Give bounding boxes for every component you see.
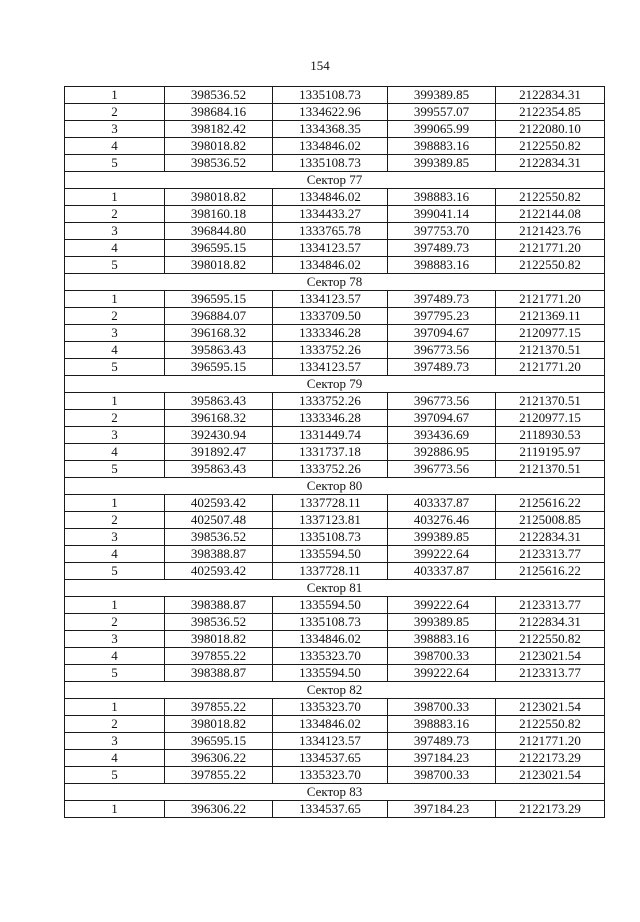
- point-number-cell: 4: [65, 240, 165, 257]
- coordinate-cell: 398883.16: [388, 631, 496, 648]
- point-number-cell: 2: [65, 614, 165, 631]
- coordinate-cell: 2118930.53: [496, 427, 605, 444]
- table-row: [65, 291, 605, 308]
- point-number-cell: 2: [65, 308, 165, 325]
- coordinate-cell: 398536.52: [165, 155, 273, 172]
- coordinate-cell: 1335594.50: [273, 597, 388, 614]
- coordinate-cell: 2122834.31: [496, 155, 605, 172]
- coordinate-cell: 397753.70: [388, 223, 496, 240]
- point-number-cell: 1: [65, 597, 165, 614]
- coordinate-cell: 2121370.51: [496, 461, 605, 478]
- coordinate-cell: 403276.46: [388, 512, 496, 529]
- coordinate-cell: 1335108.73: [273, 529, 388, 546]
- coordinate-cell: 403337.87: [388, 495, 496, 512]
- coordinate-cell: 1334846.02: [273, 631, 388, 648]
- coordinate-cell: 397489.73: [388, 733, 496, 750]
- table-row: [65, 138, 605, 155]
- coordinate-cell: 396844.80: [165, 223, 273, 240]
- coordinate-cell: 2125008.85: [496, 512, 605, 529]
- table-row: [65, 155, 605, 172]
- coordinate-cell: 2122834.31: [496, 529, 605, 546]
- point-number-cell: 2: [65, 512, 165, 529]
- coordinate-cell: 396306.22: [165, 750, 273, 767]
- coordinate-cell: 398883.16: [388, 138, 496, 155]
- coordinate-cell: 398883.16: [388, 257, 496, 274]
- sector-header-row: [65, 172, 605, 189]
- coordinate-cell: 396884.07: [165, 308, 273, 325]
- coordinates-table-container: [64, 86, 604, 818]
- sector-title: Сектор 81: [65, 580, 605, 597]
- coordinate-cell: 399557.07: [388, 104, 496, 121]
- coordinate-cell: 1333752.26: [273, 342, 388, 359]
- coordinate-cell: 399389.85: [388, 87, 496, 104]
- table-row: [65, 750, 605, 767]
- coordinate-cell: 1334123.57: [273, 291, 388, 308]
- sector-title: Сектор 79: [65, 376, 605, 393]
- coordinate-cell: 399389.85: [388, 614, 496, 631]
- sector-title: Сектор 82: [65, 682, 605, 699]
- coordinate-cell: 398018.82: [165, 631, 273, 648]
- point-number-cell: 5: [65, 257, 165, 274]
- coordinate-cell: 396773.56: [388, 342, 496, 359]
- coordinate-cell: 399389.85: [388, 155, 496, 172]
- coordinate-cell: 2122834.31: [496, 614, 605, 631]
- coordinate-cell: 1334622.96: [273, 104, 388, 121]
- coordinate-cell: 1333709.50: [273, 308, 388, 325]
- coordinate-cell: 2121771.20: [496, 359, 605, 376]
- coordinate-cell: 1334433.27: [273, 206, 388, 223]
- coordinate-cell: 402507.48: [165, 512, 273, 529]
- coordinate-cell: 396306.22: [165, 801, 273, 818]
- coordinate-cell: 399222.64: [388, 665, 496, 682]
- coordinate-cell: 399222.64: [388, 546, 496, 563]
- point-number-cell: 2: [65, 104, 165, 121]
- coordinate-cell: 399389.85: [388, 529, 496, 546]
- coordinate-cell: 1334123.57: [273, 733, 388, 750]
- point-number-cell: 4: [65, 750, 165, 767]
- coordinate-cell: 1335323.70: [273, 699, 388, 716]
- coordinate-cell: 397489.73: [388, 240, 496, 257]
- coordinate-cell: 2122354.85: [496, 104, 605, 121]
- coordinate-cell: 396168.32: [165, 410, 273, 427]
- table-row: [65, 87, 605, 104]
- point-number-cell: 1: [65, 291, 165, 308]
- sector-header-row: [65, 682, 605, 699]
- coordinate-cell: 399222.64: [388, 597, 496, 614]
- coordinate-cell: 1333765.78: [273, 223, 388, 240]
- coordinate-cell: 398700.33: [388, 648, 496, 665]
- table-row: [65, 767, 605, 784]
- sector-header-row: [65, 274, 605, 291]
- coordinate-cell: 2121771.20: [496, 291, 605, 308]
- page-number: 154: [310, 58, 330, 73]
- coordinate-cell: 403337.87: [388, 563, 496, 580]
- coordinate-cell: 398700.33: [388, 767, 496, 784]
- coordinate-cell: 395863.43: [165, 342, 273, 359]
- coordinate-cell: 397489.73: [388, 359, 496, 376]
- point-number-cell: 3: [65, 427, 165, 444]
- coordinate-cell: 402593.42: [165, 563, 273, 580]
- coordinate-cell: 2123021.54: [496, 648, 605, 665]
- coordinate-cell: 402593.42: [165, 495, 273, 512]
- coordinate-cell: 1335594.50: [273, 665, 388, 682]
- sector-title: Сектор 83: [65, 784, 605, 801]
- coordinate-cell: 2122550.82: [496, 138, 605, 155]
- table-row: [65, 716, 605, 733]
- coordinate-cell: 397855.22: [165, 699, 273, 716]
- coordinate-cell: 397094.67: [388, 325, 496, 342]
- table-row: [65, 257, 605, 274]
- coordinate-cell: 391892.47: [165, 444, 273, 461]
- coordinate-cell: 2121423.76: [496, 223, 605, 240]
- point-number-cell: 1: [65, 495, 165, 512]
- coordinate-cell: 398018.82: [165, 716, 273, 733]
- point-number-cell: 3: [65, 325, 165, 342]
- coordinate-cell: 397795.23: [388, 308, 496, 325]
- coordinate-cell: 1334846.02: [273, 189, 388, 206]
- point-number-cell: 2: [65, 206, 165, 223]
- coordinate-cell: 398388.87: [165, 665, 273, 682]
- coordinate-cell: 397184.23: [388, 750, 496, 767]
- point-number-cell: 5: [65, 155, 165, 172]
- coordinate-cell: 2120977.15: [496, 325, 605, 342]
- coordinate-cell: 1335108.73: [273, 614, 388, 631]
- coordinate-cell: 1335594.50: [273, 546, 388, 563]
- sector-title: Сектор 78: [65, 274, 605, 291]
- coordinate-cell: 2120977.15: [496, 410, 605, 427]
- point-number-cell: 1: [65, 393, 165, 410]
- coordinate-cell: 2125616.22: [496, 563, 605, 580]
- coordinate-cell: 1334846.02: [273, 138, 388, 155]
- table-row: [65, 104, 605, 121]
- point-number-cell: 5: [65, 359, 165, 376]
- table-row: [65, 614, 605, 631]
- coordinate-cell: 1334846.02: [273, 716, 388, 733]
- coordinate-cell: 399065.99: [388, 121, 496, 138]
- table-row: [65, 733, 605, 750]
- point-number-cell: 2: [65, 716, 165, 733]
- coordinate-cell: 2121370.51: [496, 393, 605, 410]
- table-row: [65, 189, 605, 206]
- table-row: [65, 563, 605, 580]
- coordinate-cell: 2119195.97: [496, 444, 605, 461]
- coordinate-cell: 395863.43: [165, 393, 273, 410]
- table-row: [65, 461, 605, 478]
- coordinate-cell: 399041.14: [388, 206, 496, 223]
- coordinate-cell: 398883.16: [388, 189, 496, 206]
- coordinate-cell: 398883.16: [388, 716, 496, 733]
- coordinate-cell: 1333346.28: [273, 410, 388, 427]
- coordinate-cell: 398160.18: [165, 206, 273, 223]
- point-number-cell: 4: [65, 444, 165, 461]
- coordinate-cell: 1334537.65: [273, 750, 388, 767]
- coordinate-cell: 2122173.29: [496, 750, 605, 767]
- coordinate-cell: 398684.16: [165, 104, 273, 121]
- coordinate-cell: 398388.87: [165, 597, 273, 614]
- coordinate-cell: 2121771.20: [496, 733, 605, 750]
- point-number-cell: 4: [65, 648, 165, 665]
- coordinate-cell: 1334368.35: [273, 121, 388, 138]
- coordinate-cell: 2122173.29: [496, 801, 605, 818]
- table-row: [65, 699, 605, 716]
- coordinate-cell: 1334846.02: [273, 257, 388, 274]
- sector-header-row: [65, 580, 605, 597]
- table-row: [65, 410, 605, 427]
- table-row: [65, 444, 605, 461]
- point-number-cell: 3: [65, 529, 165, 546]
- point-number-cell: 3: [65, 631, 165, 648]
- coordinate-cell: 2122144.08: [496, 206, 605, 223]
- table-row: [65, 546, 605, 563]
- coordinate-cell: 1337728.11: [273, 563, 388, 580]
- coordinate-cell: 396773.56: [388, 393, 496, 410]
- coordinate-cell: 396595.15: [165, 240, 273, 257]
- coordinate-cell: 2123021.54: [496, 699, 605, 716]
- coordinate-cell: 398018.82: [165, 189, 273, 206]
- coordinate-cell: 1335323.70: [273, 767, 388, 784]
- coordinate-cell: 1335323.70: [273, 648, 388, 665]
- point-number-cell: 5: [65, 461, 165, 478]
- coordinate-cell: 2123313.77: [496, 665, 605, 682]
- sector-title: Сектор 77: [65, 172, 605, 189]
- table-row: [65, 529, 605, 546]
- coordinate-cell: 398536.52: [165, 87, 273, 104]
- coordinate-cell: 2121771.20: [496, 240, 605, 257]
- sector-header-row: [65, 478, 605, 495]
- coordinate-cell: 1331449.74: [273, 427, 388, 444]
- coordinate-cell: 396595.15: [165, 359, 273, 376]
- point-number-cell: 1: [65, 189, 165, 206]
- coordinate-cell: 396595.15: [165, 291, 273, 308]
- coordinate-cell: 1335108.73: [273, 87, 388, 104]
- table-row: [65, 631, 605, 648]
- table-row: [65, 359, 605, 376]
- coordinate-cell: 392430.94: [165, 427, 273, 444]
- coordinate-cell: 1337123.81: [273, 512, 388, 529]
- coordinate-cell: 396773.56: [388, 461, 496, 478]
- point-number-cell: 4: [65, 546, 165, 563]
- coordinate-cell: 397489.73: [388, 291, 496, 308]
- coordinates-table-body: [65, 87, 605, 818]
- coordinate-cell: 2123313.77: [496, 597, 605, 614]
- table-row: [65, 512, 605, 529]
- coordinate-cell: 393436.69: [388, 427, 496, 444]
- coordinate-cell: 2121370.51: [496, 342, 605, 359]
- table-row: [65, 240, 605, 257]
- point-number-cell: 3: [65, 223, 165, 240]
- table-row: [65, 665, 605, 682]
- coordinate-cell: 2121369.11: [496, 308, 605, 325]
- coordinate-cell: 1334123.57: [273, 359, 388, 376]
- coordinate-cell: 397184.23: [388, 801, 496, 818]
- table-row: [65, 308, 605, 325]
- coordinate-cell: 2122550.82: [496, 716, 605, 733]
- coordinate-cell: 1334537.65: [273, 801, 388, 818]
- coordinate-cell: 1335108.73: [273, 155, 388, 172]
- coordinate-cell: 396168.32: [165, 325, 273, 342]
- table-row: [65, 325, 605, 342]
- table-row: [65, 342, 605, 359]
- point-number-cell: 1: [65, 87, 165, 104]
- table-row: [65, 121, 605, 138]
- coordinates-table: [64, 86, 605, 818]
- table-row: [65, 648, 605, 665]
- sector-title: Сектор 80: [65, 478, 605, 495]
- table-row: [65, 495, 605, 512]
- sector-header-row: [65, 376, 605, 393]
- coordinate-cell: 396595.15: [165, 733, 273, 750]
- coordinate-cell: 397855.22: [165, 767, 273, 784]
- coordinate-cell: 1334123.57: [273, 240, 388, 257]
- sector-header-row: [65, 784, 605, 801]
- coordinate-cell: 398018.82: [165, 138, 273, 155]
- coordinate-cell: 2122550.82: [496, 257, 605, 274]
- coordinate-cell: 397855.22: [165, 648, 273, 665]
- coordinate-cell: 1333752.26: [273, 461, 388, 478]
- point-number-cell: 3: [65, 733, 165, 750]
- coordinate-cell: 398536.52: [165, 614, 273, 631]
- coordinate-cell: 398700.33: [388, 699, 496, 716]
- table-row: [65, 801, 605, 818]
- table-row: [65, 223, 605, 240]
- coordinate-cell: 2122080.10: [496, 121, 605, 138]
- point-number-cell: 4: [65, 342, 165, 359]
- coordinate-cell: 395863.43: [165, 461, 273, 478]
- coordinate-cell: 2123313.77: [496, 546, 605, 563]
- coordinate-cell: 1333752.26: [273, 393, 388, 410]
- coordinate-cell: 2123021.54: [496, 767, 605, 784]
- coordinate-cell: 2122550.82: [496, 189, 605, 206]
- coordinate-cell: 2122834.31: [496, 87, 605, 104]
- table-row: [65, 427, 605, 444]
- point-number-cell: 1: [65, 801, 165, 818]
- coordinate-cell: 397094.67: [388, 410, 496, 427]
- point-number-cell: 3: [65, 121, 165, 138]
- table-row: [65, 393, 605, 410]
- coordinate-cell: 1331737.18: [273, 444, 388, 461]
- coordinate-cell: 392886.95: [388, 444, 496, 461]
- coordinate-cell: 398388.87: [165, 546, 273, 563]
- point-number-cell: 2: [65, 410, 165, 427]
- coordinate-cell: 398536.52: [165, 529, 273, 546]
- coordinate-cell: 398182.42: [165, 121, 273, 138]
- point-number-cell: 5: [65, 563, 165, 580]
- point-number-cell: 1: [65, 699, 165, 716]
- point-number-cell: 5: [65, 767, 165, 784]
- coordinate-cell: 2125616.22: [496, 495, 605, 512]
- point-number-cell: 5: [65, 665, 165, 682]
- coordinate-cell: 1337728.11: [273, 495, 388, 512]
- table-row: [65, 206, 605, 223]
- point-number-cell: 4: [65, 138, 165, 155]
- coordinate-cell: 1333346.28: [273, 325, 388, 342]
- table-row: [65, 597, 605, 614]
- coordinate-cell: 398018.82: [165, 257, 273, 274]
- coordinate-cell: 2122550.82: [496, 631, 605, 648]
